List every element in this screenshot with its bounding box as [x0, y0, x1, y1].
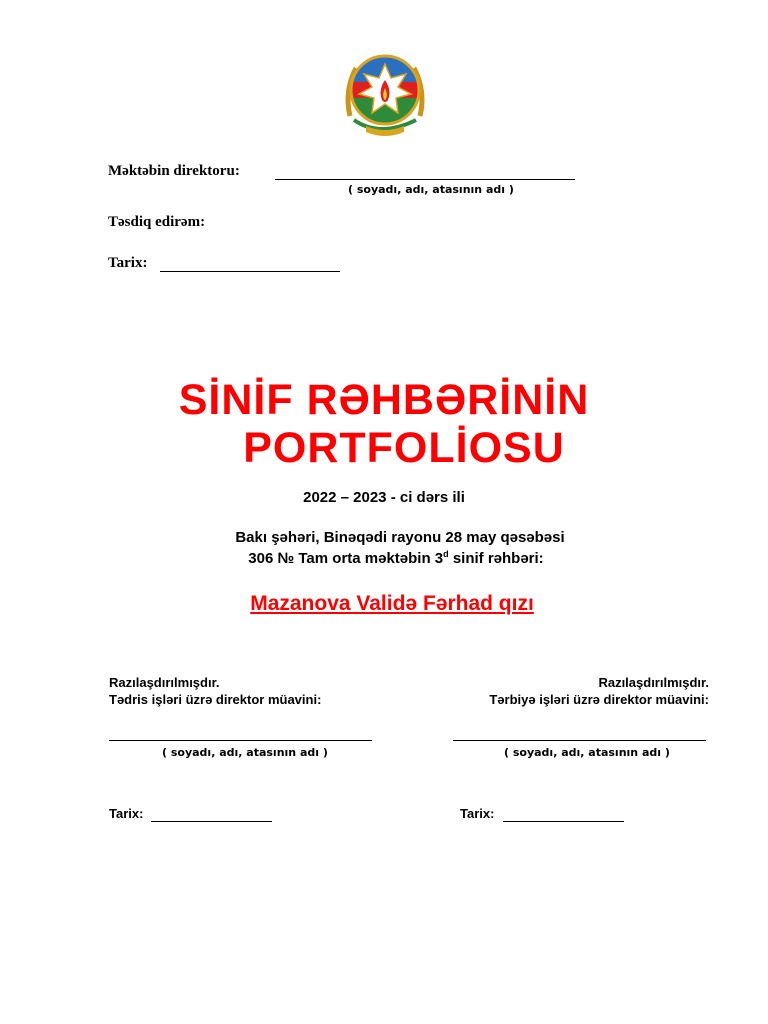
header-date-line: [160, 255, 340, 272]
header-date-label: Tarix:: [108, 255, 148, 271]
school-location: Bakı şəhəri, Binəqədi rayonu 28 may qəsəbəsi: [235, 529, 565, 546]
school-role: 306 № Tam orta məktəbin 3$^d$ sinif rəhbəri:: [248, 549, 544, 567]
left-role: Tədris işləri üzrə direktor müavini:: [109, 692, 322, 707]
right-role: Tərbiyə işləri üzrə direktor müavini:: [489, 692, 709, 707]
director-label: Məktəbin direktoru:: [108, 163, 240, 179]
state-emblem: [340, 46, 430, 140]
school-year: 2022 – 2023 - ci dərs ili: [303, 489, 465, 506]
right-agreed: Razılaşdırılmışdır.: [598, 675, 709, 690]
director-name-hint: ( soyadı, adı, atasının adı ): [348, 183, 514, 196]
teacher-name: Mazanova Validə Fərhad qızı: [250, 592, 534, 615]
director-signature-line: [275, 163, 575, 180]
left-agreed: Razılaşdırılmışdır.: [109, 675, 220, 690]
approve-label: Təsdiq edirəm:: [108, 214, 206, 230]
right-date-label: Tarix:: [460, 806, 495, 821]
title-line-2: PORTFOLİOSU: [243, 424, 565, 472]
right-name-hint: ( soyadı, adı, atasının adı ): [504, 746, 670, 759]
title-line-1: SİNİF RƏHBƏRİNİN: [178, 376, 590, 424]
left-signature-line: [109, 726, 372, 741]
right-signature-line: [453, 726, 706, 741]
left-name-hint: ( soyadı, adı, atasının adı ): [162, 746, 328, 759]
left-date-line: [151, 806, 272, 822]
left-date-label: Tarix:: [109, 806, 144, 821]
right-date-line: [503, 806, 624, 822]
